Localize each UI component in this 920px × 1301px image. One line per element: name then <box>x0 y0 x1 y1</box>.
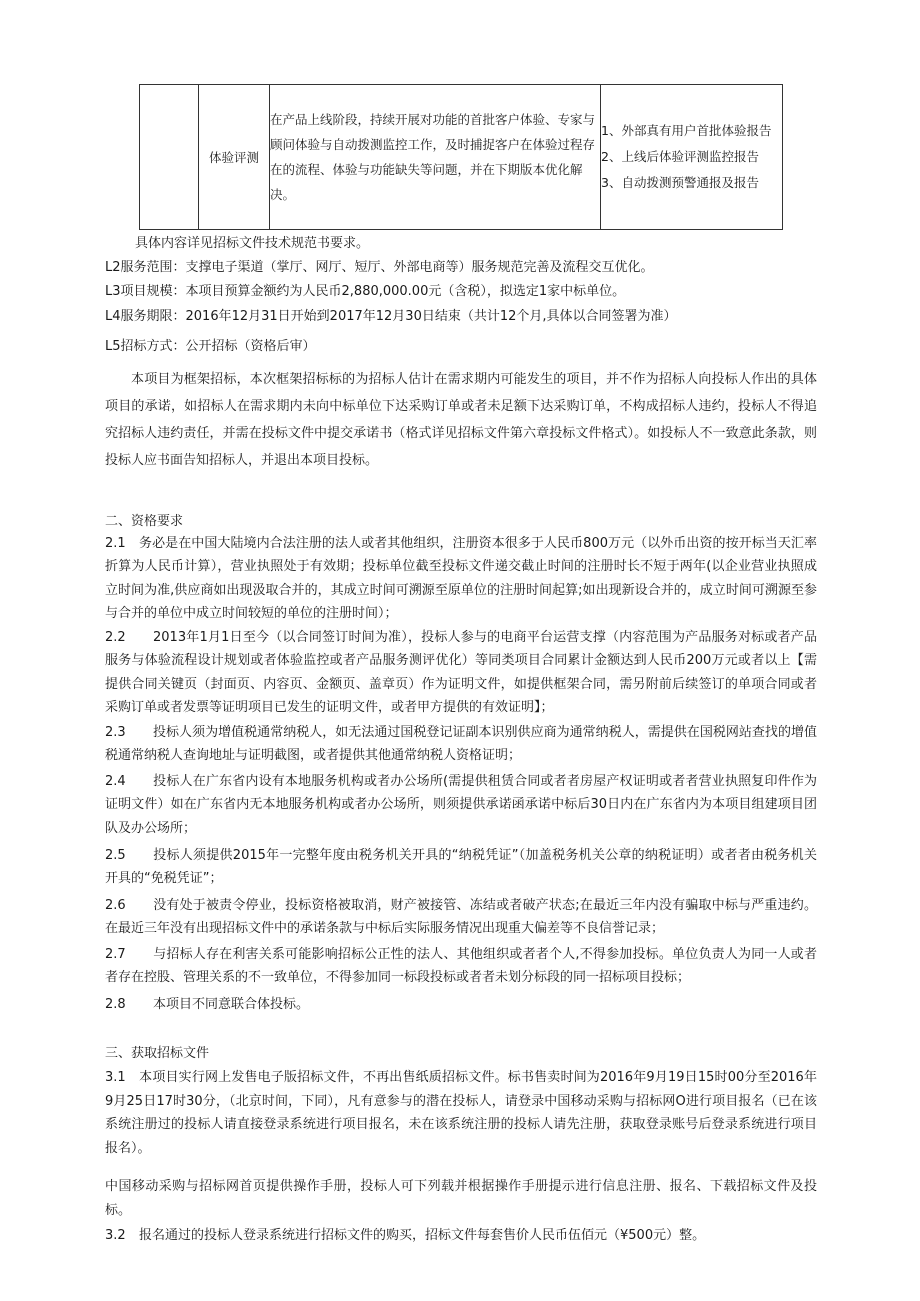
requirement-2-5 <box>105 844 817 891</box>
table-cell-description: 在产品上线阶段，持续开展对功能的首批客户体验、专家与顾问体验与自动拨测监控工作，及时捕捉客户在体验过程存在的流程、体验与功能缺失等问题，并在下期版本优化解决。 <box>270 85 601 230</box>
table-row <box>140 85 783 230</box>
item-number: 2.3 <box>105 725 126 740</box>
requirement-2-3 <box>105 721 817 768</box>
item-text: 本项目实行网上发售电子版招标文件，不再出售纸质招标文件。标书售卖时间为2016年9月19日15时00分至2016年9月25日17时30分，（北京时间，下同），凡有意参与的潜在投标人，请登录中国移动采购与招标网O进行项目报名（已在该系统注册过的投标人请直接登录系统进行项目报名，未在该系统注册的投标人请先注册，获取登录账号后登录系统进行项目报名）。 <box>105 1070 817 1156</box>
item-number: 2.2 <box>105 630 126 645</box>
item-number: 2.8 <box>105 997 126 1012</box>
item-text: 投标人须提供2015年一完整年度由税务机关开具的“纳税凭证”（加盖税务机关公章的纳税证明）或者者由税务机关开具的“免税凭证”； <box>105 848 817 887</box>
l3-project-scale: L3项目规模：本项目预算金额约为人民币2,880,000.00元（含税），拟选定1家中标单位。 <box>105 284 626 299</box>
requirement-2-6 <box>105 894 817 941</box>
l5-tender-method: L5招标方式：公开招标（资格后审） <box>105 339 316 354</box>
section-2-heading: 二、资格要求 <box>105 514 184 529</box>
output-item: 3、自动拨测预警通报及报告 <box>601 175 759 190</box>
item-text: 投标人须为增值税通常纳税人，如无法通过国税登记证副本识别供应商为通常纳税人，需提供在国税网站查找的增值税通常纳税人查询地址与证明截图，或者提供其他通常纳税人资格证明； <box>105 725 817 764</box>
item-text: 本项目不同意联合体投标。 <box>153 997 310 1012</box>
output-item: 1、外部真有用户首批体验报告 <box>601 123 772 138</box>
item-number: 3.2 <box>105 1228 126 1243</box>
requirement-2-8 <box>105 993 817 1016</box>
table-note: 具体内容详见招标文件技术规范书要求。 <box>135 236 370 251</box>
item-number: 2.5 <box>105 848 126 863</box>
item-number: 2.6 <box>105 898 126 913</box>
section-3-heading: 三、获取招标文件 <box>105 1046 210 1061</box>
manual-paragraph: 中国移动采购与招标网首页提供操作手册，投标人可下列载并根据操作手册提示进行信息注册、报名、下载招标文件及投标。 <box>105 1179 817 1218</box>
output-item: 2、上线后体验评测监控报告 <box>601 149 759 164</box>
service-table <box>139 84 783 230</box>
item-text: 报名通过的投标人登录系统进行招标文件的购买，招标文件每套售价人民币伍佰元（¥500元）整。 <box>139 1228 706 1243</box>
item-number: 2.1 <box>105 536 126 551</box>
table-cell-category: 体验评测 <box>199 85 270 230</box>
table-cell-empty <box>140 85 199 230</box>
item-text: 2013年1月1日至今（以合同签订时间为准），投标人参与的电商平台运营支撑（内容范围为产品服务对标或者产品服务与体验流程设计规划或者体验监控或者产品服务测评优化）等同类项目合同累计金额达到人民币200万元或者以上【需提供合同关键页（封面页、内容页、金额页、盖章页）作为证明文件，如提供框架合同，需另附前后续签订的单项合同或者采购订单或者发票等证明项目已发生的证明文件，或者甲方提供的有效证明】； <box>105 630 817 715</box>
item-text: 投标人在广东省内设有本地服务机构或者办公场所(需提供租赁合同或者者房屋产权证明或者者营业执照复印件作为证明文件）如在广东省内无本地服务机构或者办公场所，则须提供承诺函承诺中标后30日内在广东省内为本项目组建项目团队及办公场所； <box>105 774 817 836</box>
item-number: 2.4 <box>105 774 126 789</box>
section-3-1 <box>105 1066 817 1160</box>
l2-service-scope: L2服务范围：支撑电子渠道（掌厅、网厅、短厅、外部电商等）服务规范完善及流程交互优化。 <box>105 260 654 275</box>
requirement-2-2 <box>105 626 817 719</box>
item-number: 3.1 <box>105 1070 126 1085</box>
item-text: 与招标人存在利害关系可能影响招标公正性的法人、其他组织或者者个人,不得参加投标。单位负责人为同一人或者者存在控股、管理关系的不一致单位，不得参加同一标段投标或者者未划分标段的同一招标项目投标； <box>105 947 817 986</box>
requirement-2-4 <box>105 770 817 840</box>
item-text: 务必是在中国大陆境内合法注册的法人或者其他组织，注册资本很多于人民币800万元（以外币出资的按开标当天汇率折算为人民币计算），营业执照处于有效期；投标单位截至投标文件递交截止时间的注册时长不短于两年(以企业营业执照成立时间为准,供应商如出现汲取合并的，其成立时间可溯源至原单位的注册时间起算;如出现新设合并的，成立时间可溯源至参与合并的单位中成立时间较短的单位的注册时间）； <box>105 536 817 621</box>
requirement-2-1 <box>105 532 817 625</box>
section-3-2 <box>105 1224 817 1248</box>
framework-paragraph: 本项目为框架招标，本次框架招标标的为招标人估计在需求期内可能发生的项目，并不作为招标人向投标人作出的具体项目的承诺，如招标人在需求期内未向中标单位下达采购订单或者未足额下达采购订单，不构成招标人违约，投标人不得追究招标人违约责任，并需在投标文件中提交承诺书（格式详见招标文件第六章投标文件格式）。如投标人不一致意此条款，则投标人应书面告知招标人，并退出本项目投标。 <box>105 372 817 468</box>
requirement-2-7 <box>105 943 817 990</box>
item-text: 没有处于被责令停业，投标资格被取消，财产被接管、冻结或者破产状态;在最近三年内没有骗取中标与严重违约。在最近三年没有出现招标文件中的承诺条款与中标后实际服务情况出现重大偏差等不良信誉记录； <box>105 898 817 937</box>
table-cell-outputs <box>601 85 783 230</box>
item-number: 2.7 <box>105 947 126 962</box>
l4-service-period: L4服务期限：2016年12月31日开始到2017年12月30日结束（共计12个月,具体以合同签署为准） <box>105 309 677 324</box>
